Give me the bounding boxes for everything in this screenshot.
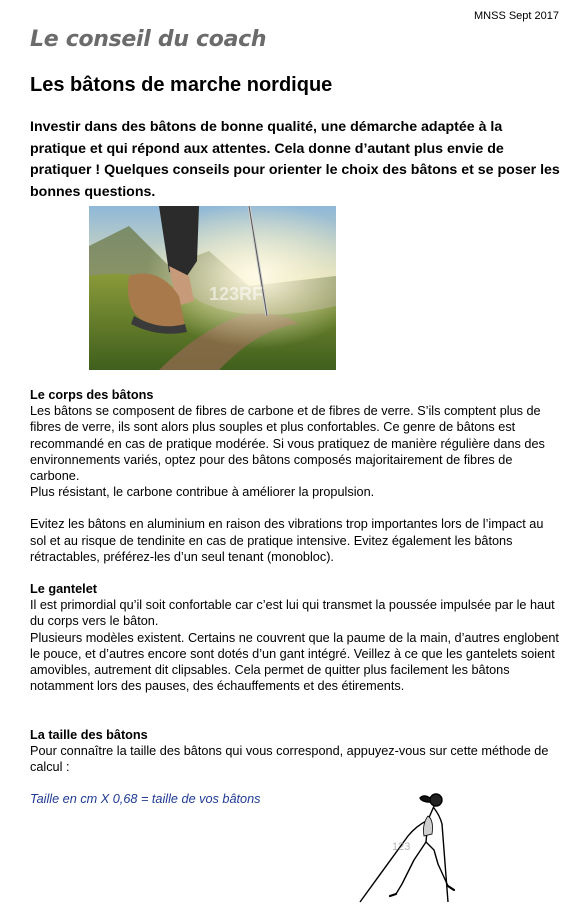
size-formula: Taille en cm X 0,68 = taille de vos bâtons: [30, 792, 261, 806]
gantelet-paragraph-2: Plusieurs modèles existent. Certains ne couvrent que la paume de la main, d’autres englobent le pouce, et d’autres encore sont dotés d’un gant intégré. Veillez à ce que les gantelets soient amovibles, autrement dit clipsables. Cela permet de quitter plus facilement les bâtons notamment lors des pauses, des échauffements et des étirements.: [30, 630, 559, 694]
section-gantelet: [30, 581, 560, 694]
intro-paragraph: Investir dans des bâtons de bonne qualité, une démarche adaptée à la pratique et qui répond aux attentes. Cela donne d’autant plus envie de pratiquer ! Quelques conseils pour orienter le choix des bâtons et se poser les bonnes questions.: [30, 119, 560, 200]
corps-paragraph-2: Plus résistant, le carbone contribue à améliorer la propulsion.: [30, 485, 375, 500]
section-heading-taille: La taille des bâtons: [30, 728, 148, 742]
corps-paragraph-1: Les bâtons se composent de fibres de carbone et de fibres de verre. S’ils comptent plus de fibres de verre, ils sont alors plus souples et plus confortables. Ce genre de bâtons est recommandé en cas de pratique modérée. Si vous pratiquez de manière régulière dans des environnements variés, optez pour des bâtons composés majoritairement de fibres de carbone.: [30, 404, 545, 484]
photo-watermark: 123RF: [209, 284, 264, 304]
nordic-walker-illustration: [354, 786, 470, 906]
coach-label: Le conseil du coach: [30, 27, 267, 52]
section-heading-gantelet: Le gantelet: [30, 582, 97, 596]
section-corps: [30, 387, 560, 565]
section-heading-corps: Le corps des bâtons: [30, 388, 154, 402]
document-date: MNSS Sept 2017: [474, 10, 559, 22]
gantelet-paragraph-1: Il est primordial qu’il soit confortable car c’est lui qui transmet la poussée impulsée par le haut du corps vers le bâton.: [30, 598, 555, 629]
page-title: Les bâtons de marche nordique: [30, 74, 333, 96]
corps-paragraph-3: Evitez les bâtons en aluminium en raison des vibrations trop importantes lors de l’impact au sol et au risque de tendinite en cas de pratique intensive. Evitez également les bâtons rétractables, préférez-les d’un seul tenant (monobloc).: [30, 517, 544, 564]
walker-watermark: 123: [392, 841, 411, 853]
section-taille: [30, 727, 560, 776]
taille-paragraph-1: Pour connaître la taille des bâtons qui vous correspond, appuyez-vous sur cette méthode de calcul :: [30, 744, 549, 775]
nordic-walking-photo: [89, 206, 336, 370]
